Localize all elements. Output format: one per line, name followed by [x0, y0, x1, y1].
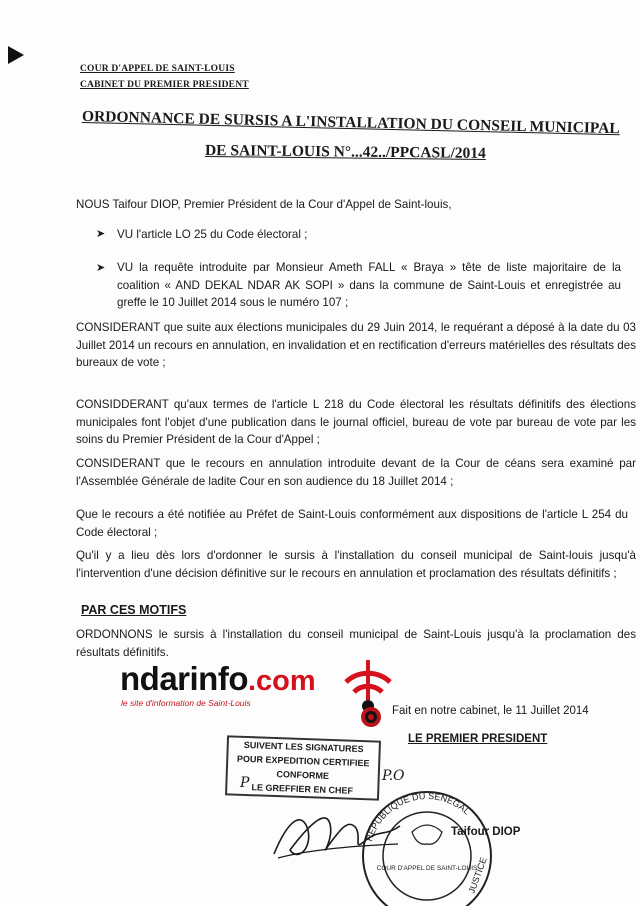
ndarinfo-brand: ndarinfo [120, 660, 248, 697]
intro-paragraph: NOUS Taifour DIOP, Premier Président de la Cour d'Appel de Saint-louis, [76, 198, 452, 211]
seal-emblem-icon [412, 825, 442, 844]
bullet-arrow-icon: ➤ [96, 228, 106, 240]
considerant-2-paragraph: CONSIDDERANT qu'aux termes de l'article L 218 du Code électoral les résultats définitifs des élections municipales font l'objet d'une publication dans le journal officiel, bureau de vote par bureau de vote par les soins du Premier Président de la Cour d'Appel ; [76, 398, 636, 446]
considerant-1-paragraph: CONSIDERANT que suite aux élections municipales du 29 Juin 2014, le requérant a déposé à la date du 03 Juillet 2014 un recours en annulation, en invalidation et en rectification d'erreurs matérielles des résultats des bureaux de vote ; [76, 321, 636, 369]
seal-top-text: REPUBLIQUE DU SENEGAL [364, 790, 472, 843]
vu-article-paragraph: VU l'article LO 25 du Code électoral ; [117, 228, 308, 241]
ndarinfo-signal-icon [340, 656, 396, 712]
vu-requete-paragraph: VU la requête introduite par Monsieur Ameth FALL « Braya » tête de liste majoritaire de la coalition « AND DEKAL NDAR AK SOPI » dans la commune de Saint-Louis et enregistrée au greffe le 10 Juillet 2014 sous le numéro 107 ; [117, 261, 621, 309]
document-title-line2: DE SAINT-LOUIS N°...42../PPCASL/2014 [204, 142, 486, 162]
ordonnons-paragraph: ORDONNONS le sursis à l'installation du conseil municipal de Saint-Louis jusqu'à la proclamation des résultats définitifs. [76, 628, 636, 659]
court-header: COUR D'APPEL DE SAINT-LOUIS [80, 64, 235, 74]
recours-paragraph: Que le recours a été notifiée au Préfet de Saint-Louis conformément aux dispositions de l'article L 254 du Code électoral ; [76, 508, 628, 539]
cabinet-date: Fait en notre cabinet, le 11 Juillet 2014 [392, 705, 589, 717]
document-title-line1: ORDONNANCE DE SURSIS A L'INSTALLATION DU CONSEIL MUNICIPAL [81, 108, 620, 138]
handwritten-signature [268, 800, 408, 870]
quil-paragraph: Qu'il y a lieu dès lors d'ordonner le sursis à l'installation du conseil municipal de Saint-louis jusqu'à l'intervention d'une décision définitive sur le recours en annulation et proclamation des résultats définitifs ; [76, 549, 636, 580]
ndarinfo-tagline: le site d'information de Saint-Louis [121, 698, 251, 708]
seal-side-text: JUSTICE [466, 856, 489, 895]
ndarinfo-suffix: .com [247, 665, 316, 697]
stamp-line-3: LE GREFFIER EN CHEF [251, 782, 354, 796]
cabinet-header: CABINET DU PREMIER PRESIDENT [80, 80, 249, 90]
stamp-line-1: SUIVENT LES SIGNATURES [243, 739, 364, 755]
handwritten-initial: P [240, 775, 250, 791]
scan-edge-mark [8, 46, 24, 64]
stamp-line-2: POUR EXPEDITION CERTIFIEE CONFORME [236, 753, 370, 781]
signatory-name: Taifour DIOP [451, 826, 521, 838]
seal-center-text: COUR D'APPEL DE SAINT-LOUIS [376, 865, 478, 872]
motifs-heading: PAR CES MOTIFS [81, 603, 187, 617]
ndarinfo-logo [120, 660, 316, 698]
handwritten-po: P.O [382, 768, 405, 784]
considerant-3-paragraph: CONSIDERANT que le recours en annulation introduite devant de la Cour de céans sera examiné par l'Assemblée Générale de ladite Cour en son audience du 18 Juillet 2014 ; [76, 457, 636, 488]
bullet-arrow-icon: ➤ [96, 262, 106, 274]
president-title: LE PREMIER PRESIDENT [408, 733, 548, 745]
concentric-target-icon [360, 706, 382, 728]
